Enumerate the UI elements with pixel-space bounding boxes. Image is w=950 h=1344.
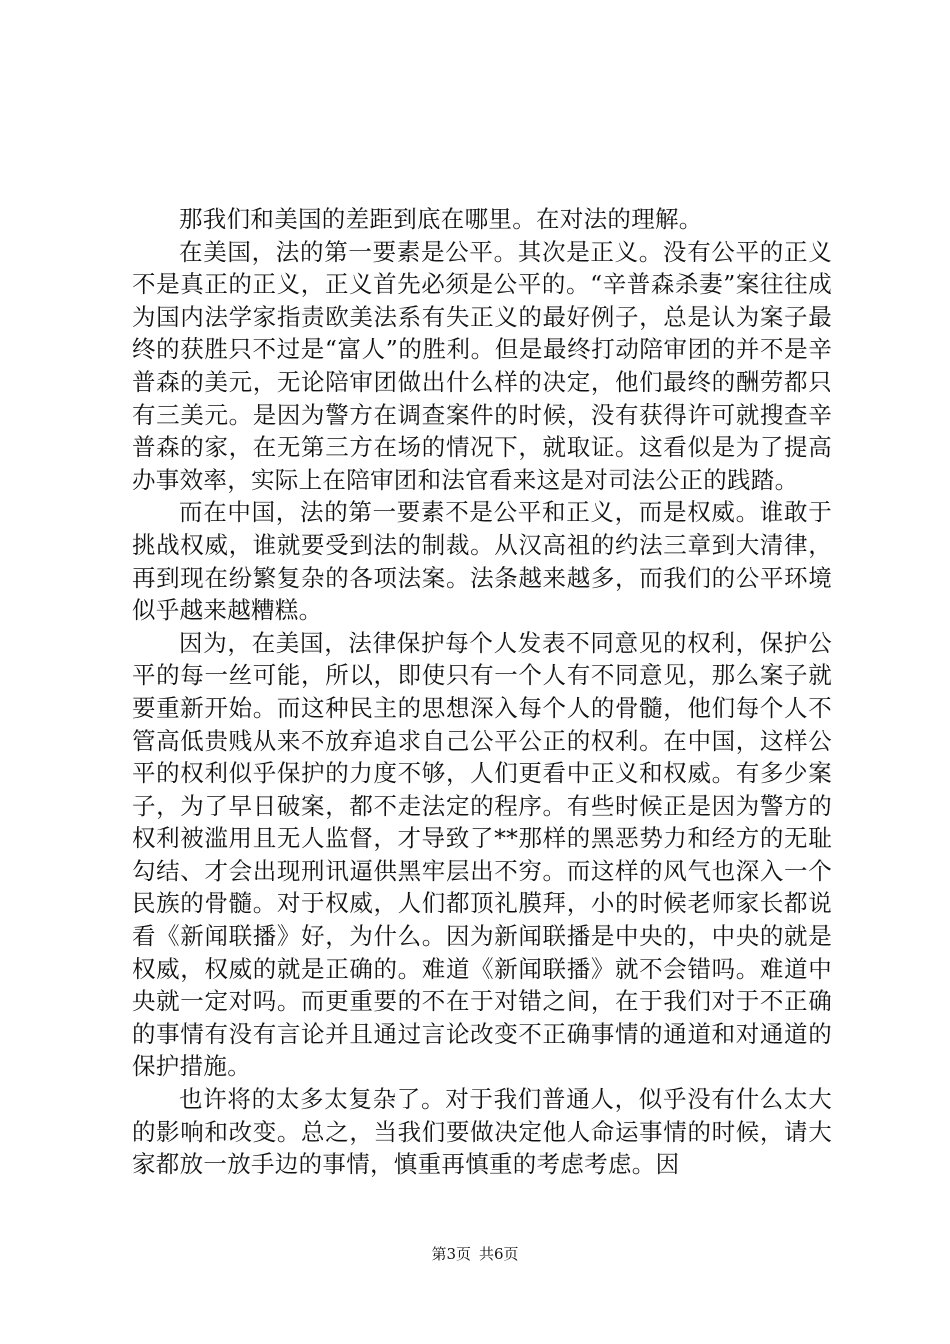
document-body bbox=[132, 203, 832, 1181]
page-footer bbox=[0, 1245, 950, 1263]
paragraph: 那我们和美国的差距到底在哪里。在对法的理解。 bbox=[179, 205, 703, 233]
paragraph: 而在中国，法的第一要素不是公平和正义，而是权威。谁敢于挑战权威，谁就要受到法的制裁。从汉高祖的约法三章到大清律，再到现在纷繁复杂的各项法案。法条越来越多，而我们的公平环境似乎越来越糟糕。 bbox=[132, 498, 832, 625]
page-number: 第3页 bbox=[431, 1245, 471, 1263]
paragraph: 也许将的太多太复杂了。对于我们普通人，似乎没有什么太大的影响和改变。总之，当我们要做决定他人命运事情的时候，请大家都放一放手边的事情，慎重再慎重的考虑考虑。因 bbox=[132, 1085, 832, 1179]
paragraph: 因为，在美国，法律保护每个人发表不同意见的权利，保护公平的每一丝可能，所以，即使只有一个人有不同意见，那么案子就要重新开始。而这种民主的思想深入每个人的骨髓，他们每个人不管高低贵贱从来不放弃追求自己公平公正的权利。在中国，这样公平的权利似乎保护的力度不够，人们更看中正义和权威。有多少案子，为了早日破案，都不走法定的程序。有些时候正是因为警方的权利被滥用且无人监督，才导致了**那样的黑恶势力和经方的无耻勾结、才会出现刑讯逼供黑牢层出不穷。而这样的风气也深入一个民族的骨髓。对于权威，人们都顶礼膜拜，小的时候老师家长都说看《新闻联播》好，为什么。因为新闻联播是中央的，中央的就是权威，权威的就是正确的。难道《新闻联播》就不会错吗。难道中央就一定对吗。而更重要的不在于对错之间，在于我们对于不正确的事情有没有言论并且通过言论改变不正确事情的通道和对通道的保护措施。 bbox=[132, 628, 832, 1081]
paragraph: 在美国，法的第一要素是公平。其次是正义。没有公平的正义不是真正的正义，正义首先必须是公平的。“辛普森杀妻”案往往成为国内法学家指责欧美法系有失正义的最好例子，总是认为案子最终的获胜只不过是“富人”的胜利。但是最终打动陪审团的并不是辛普森的美元，无论陪审团做出什么样的决定，他们最终的酬劳都只有三美元。是因为警方在调查案件的时候，没有获得许可就搜查辛普森的家，在无第三方在场的情况下，就取证。这看似是为了提高办事效率，实际上在陪审团和法官看来这是对司法公正的践踏。 bbox=[132, 237, 832, 494]
page-total: 共6页 bbox=[479, 1245, 519, 1263]
